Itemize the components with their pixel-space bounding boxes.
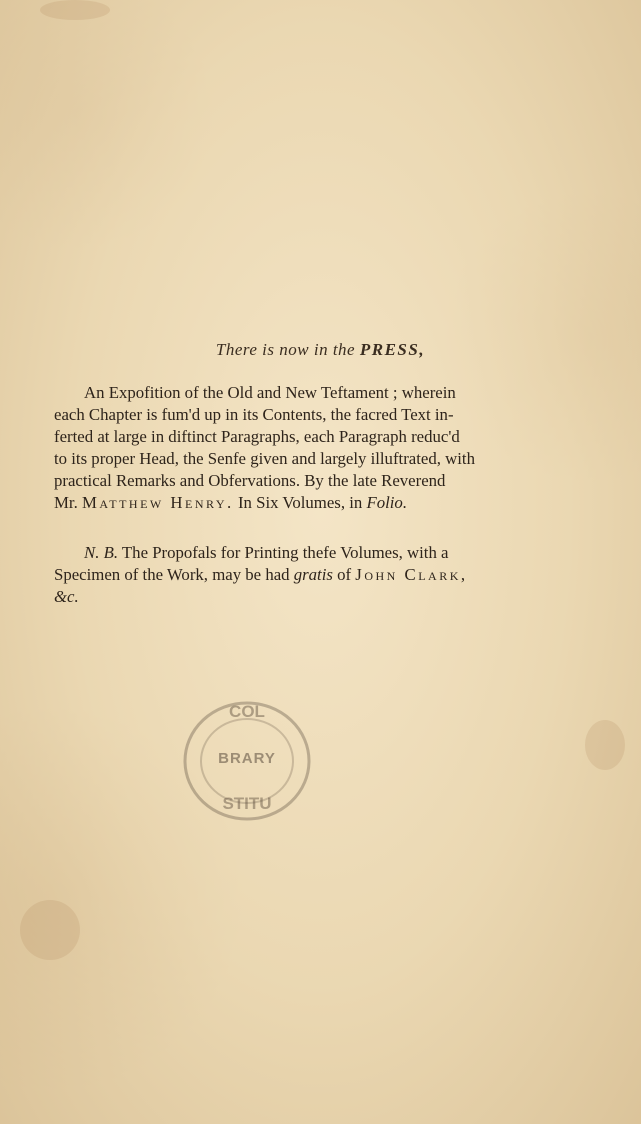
etc-line: &c. bbox=[54, 587, 79, 606]
paragraph-line: ferted at large in diftinct Paragraphs, each Paragraph reduc'd bbox=[54, 427, 460, 446]
format-folio: Folio. bbox=[366, 493, 408, 512]
gratis-word: gratis bbox=[293, 565, 333, 584]
exposition-paragraph bbox=[54, 382, 628, 514]
foxing-stain bbox=[40, 0, 110, 20]
volume-info: In Six Volumes, in bbox=[233, 493, 367, 512]
specimen-text: Specimen of the Work, may be had bbox=[54, 565, 294, 584]
foxing-stain bbox=[20, 900, 80, 960]
nota-bene-paragraph bbox=[54, 542, 628, 608]
library-stamp bbox=[172, 694, 322, 828]
paragraph-line bbox=[54, 492, 628, 514]
foxing-stain bbox=[585, 720, 625, 770]
paragraph-line bbox=[54, 542, 628, 564]
paragraph-line: to its proper Head, the Senfe given and largely illuftrated, with bbox=[54, 449, 475, 468]
publisher-name: John Clark, bbox=[355, 565, 468, 584]
heading-prefix: There is now in the bbox=[215, 340, 360, 359]
title-prefix: Mr. bbox=[54, 493, 82, 512]
paragraph-line bbox=[54, 564, 628, 586]
paragraph-line: An Expofition of the Old and New Teftament ; wherein bbox=[84, 383, 456, 402]
nb-text: The Propofals for Printing thefe Volumes, with a bbox=[118, 543, 449, 562]
of-word: of bbox=[332, 565, 356, 584]
paragraph-line: practical Remarks and Obfervations. By the late Reverend bbox=[54, 471, 446, 490]
stamp-bottom-text: STITU bbox=[222, 794, 272, 813]
author-name: Matthew Henry. bbox=[81, 493, 234, 512]
page-heading bbox=[0, 340, 641, 360]
heading-press: PRESS, bbox=[359, 340, 426, 359]
stamp-middle-text: BRARY bbox=[218, 750, 276, 767]
nota-bene: N. B. bbox=[84, 543, 119, 562]
paragraph-line: each Chapter is fum'd up in its Contents, the facred Text in- bbox=[54, 405, 454, 424]
stamp-top-text: COL bbox=[229, 702, 265, 721]
